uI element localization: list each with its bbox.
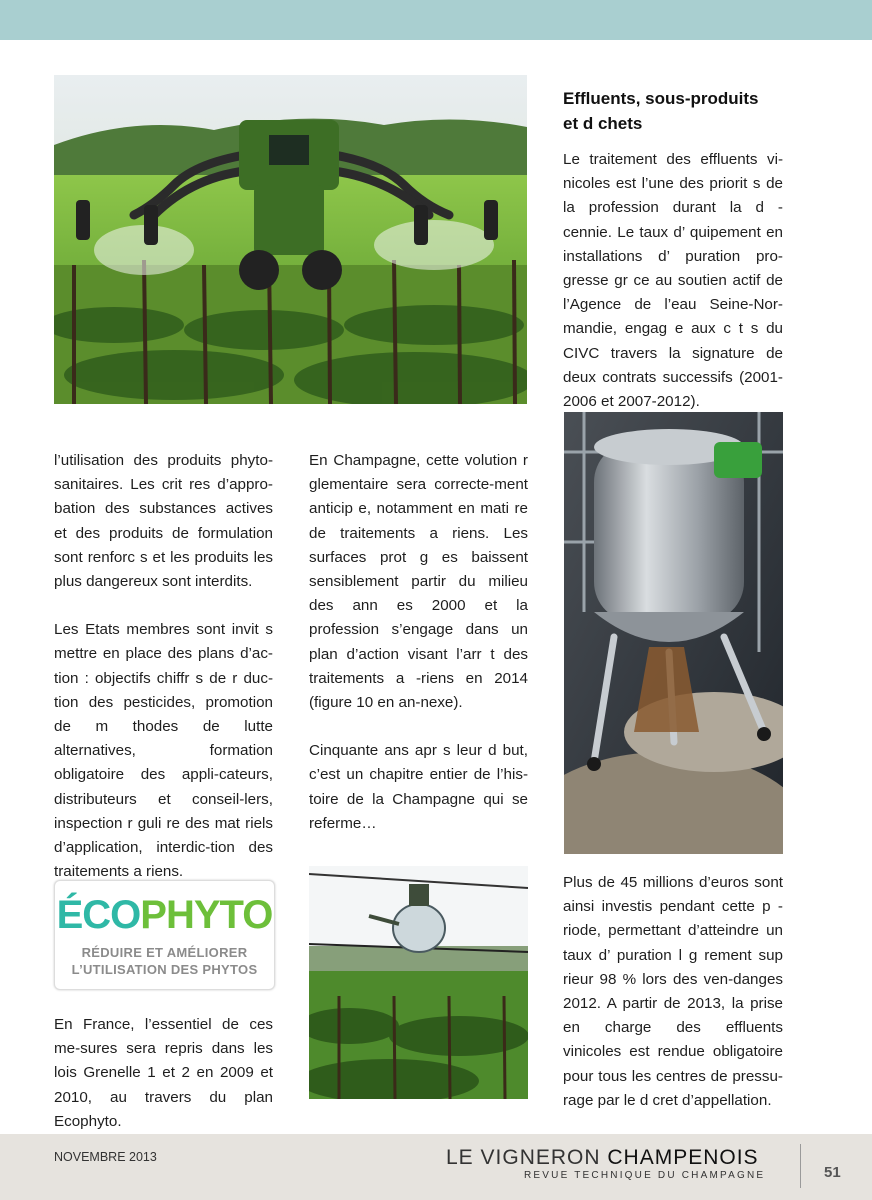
- ecophyto-tagline-1: RÉDUIRE ET AMÉLIORER: [81, 945, 248, 960]
- text-column-1-bottom: [54, 1013, 273, 1134]
- ecophyto-wordmark-phyto: PHYTO: [140, 893, 273, 937]
- sprayer-tractor-photo: [54, 75, 527, 404]
- sidebar-paragraph-1: Le traitement des effluents vi-nicoles est l’une des priorit s de la profession durant la d -cennie. Le taux d’ quipement en installations d’ puration pro-gresse gr ce au soutien actif de l’Agence de l’eau Seine-Nor-mandie, engag e aux c t s du CIVC travers la signature de deux contrats successifs (2001-2006 et 2007-2012).: [563, 151, 783, 411]
- column2-paragraph-2: Cinquante ans apr s leur d but, c’est un chapitre entier de l’his-toire de la Champagne qui se referme…: [309, 742, 528, 832]
- ecophyto-tagline-2: L’UTILISATION DES PHYTOS: [71, 962, 258, 977]
- section-heading: [563, 86, 783, 136]
- effluent-equipment-photo: [564, 412, 783, 854]
- heading-line-1: Effluents, sous-produits: [563, 89, 759, 109]
- magazine-title: [446, 1146, 759, 1170]
- column1-paragraph-3: En France, l’essentiel de ces me-sures sera repris dans les lois Grenelle 1 et 2 en 2009 et 2010, au travers du plan Ecophyto.: [54, 1016, 273, 1130]
- magazine-subtitle: REVUE TECHNIQUE DU CHAMPAGNE: [524, 1170, 766, 1181]
- page-number: 51: [824, 1164, 841, 1181]
- sidebar-paragraph-2: Plus de 45 millions d’euros sont ainsi investis pendant cette p -riode, permettant d’atteindre un taux d’ puration l g rement sup rieur 98 % lors des ven-danges 2012. A partir de 2013, la prise en charge des effluents vinicoles est rendue obligatoire pour tous les centres de pressu-rage par le d cret d’appellation.: [563, 874, 783, 1109]
- ecophyto-wordmark-eco: ÉCO: [56, 893, 141, 937]
- heading-line-2: et d chets: [563, 114, 643, 134]
- sidebar-column-top: [563, 148, 783, 414]
- magazine-title-part1: LE VIGNERON: [446, 1146, 608, 1169]
- top-color-band: [0, 0, 872, 40]
- sidebar-column-bottom: [563, 871, 783, 1113]
- helicopter-photo: [309, 866, 528, 1099]
- column1-paragraph-1: l’utilisation des produits phyto-sanitaires. Les crit res d’appro-bation des substances actives et des produits de formulation sont renforc s et les produits les plus dangereux sont interdits.: [54, 452, 273, 591]
- magazine-title-part2: CHAMPENOIS: [607, 1146, 759, 1169]
- ecophyto-logo: [54, 880, 275, 990]
- column2-paragraph-1: En Champagne, cette volution r glementaire sera correcte-ment anticip e, notamment en mati re de traitements a riens. Les surfaces prot g es baissent sensiblement partir du milieu des ann es 2000 et la profession s’engage dans un plan d’action visant l’arr t des traitements a -riens en 2014 (figure 10 en an-nexe).: [309, 452, 528, 712]
- ecophyto-wordmark: [55, 893, 274, 938]
- footer-date: NOVEMBRE 2013: [54, 1150, 157, 1164]
- footer-divider: [800, 1144, 801, 1188]
- column1-paragraph-2: Les Etats membres sont invit s mettre en place des plans d’ac-tion : objectifs chiffr s de r duc-tion des pesticides, promotion de m thodes de lutte alternatives, formation obligatoire des appli-cateurs, distributeurs et conseil-lers, inspection r guli re des mat riels d’application, interdic-tion des traitements a riens.: [54, 621, 273, 881]
- text-column-1: [54, 449, 273, 884]
- text-column-2: [309, 449, 528, 836]
